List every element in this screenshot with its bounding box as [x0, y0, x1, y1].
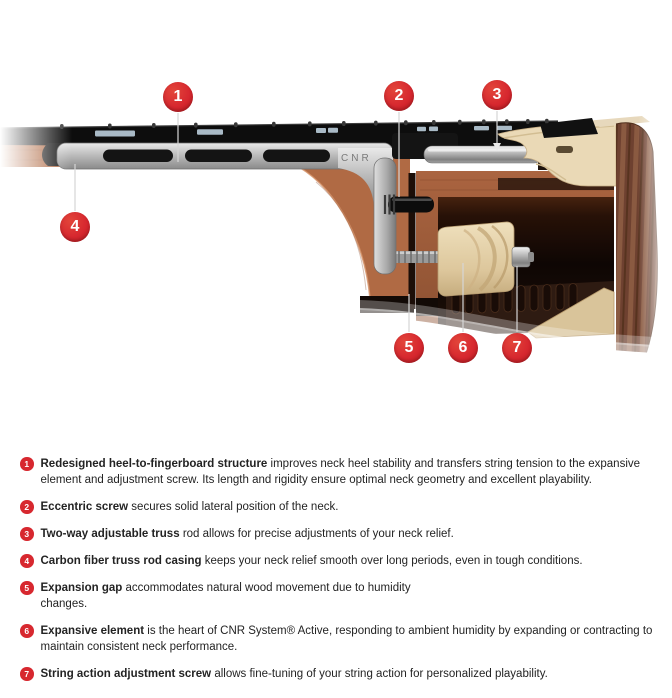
- legend-number-badge: 5: [20, 581, 34, 595]
- callout-badge-3: 3: [482, 80, 512, 110]
- legend-term: Expansive element: [40, 625, 145, 637]
- legend-description: secures solid lateral position of the neck.: [131, 501, 339, 513]
- legend-item-5: [20, 580, 656, 612]
- legend-term: String action adjustment screw: [40, 668, 212, 680]
- cnr-engraving: CNR: [341, 153, 372, 164]
- legend-text: [41, 553, 583, 569]
- expansive-element: [438, 222, 514, 296]
- legend-item-7: [20, 666, 656, 682]
- legend-description: is the heart of CNR System® Active, responding to ambient humidity by expanding or contracting to maintain consistent neck performance.: [40, 625, 653, 653]
- truss-rod: [424, 146, 542, 163]
- legend-item-3: [20, 526, 656, 542]
- callout-badge-4: 4: [60, 212, 90, 242]
- legend-text: [41, 580, 413, 612]
- legend-item-4: [20, 553, 656, 569]
- legend-item-2: [20, 499, 656, 515]
- callout-badge-2: 2: [384, 81, 414, 111]
- legend-description: rod allows for precise adjustments of your neck relief.: [182, 528, 454, 540]
- callout-badge-7: 7: [502, 333, 532, 363]
- legend-text: [41, 623, 657, 655]
- legend-description: keeps your neck relief smooth over long periods, even in tough conditions.: [204, 555, 583, 567]
- callout-badge-1: 1: [163, 82, 193, 112]
- legend-number-badge: 2: [20, 500, 34, 514]
- structure-slots: [103, 150, 330, 163]
- legend-term: Expansion gap: [40, 582, 123, 594]
- legend-term: Carbon fiber truss rod casing: [40, 555, 202, 567]
- legend-term: Two-way adjustable truss: [40, 528, 180, 540]
- eccentric-screw: [385, 195, 434, 215]
- legend-number-badge: 6: [20, 624, 34, 638]
- legend-item-1: [20, 456, 656, 488]
- legend-number-badge: 4: [20, 554, 34, 568]
- expansion-gap: [409, 173, 416, 309]
- legend-description: accommodates natural wood movement due to humidity changes.: [40, 582, 411, 610]
- legend-text: [41, 666, 548, 682]
- legend-term: Redesigned heel-to-fingerboard structure: [40, 458, 268, 470]
- callout-badge-5: 5: [394, 333, 424, 363]
- legend-term: Eccentric screw: [40, 501, 129, 513]
- legend-item-6: [20, 623, 656, 655]
- callout-badge-6: 6: [448, 333, 478, 363]
- legend: [0, 440, 672, 682]
- threaded-rod: [394, 251, 442, 263]
- legend-text: [41, 456, 657, 488]
- legend-text: [41, 526, 454, 542]
- legend-description: improves neck heel stability and transfers string tension to the expansive element and adjustment screw. Its length and rigidity ensure optimal neck geometry and excellent playability.: [40, 458, 641, 486]
- legend-number-badge: 7: [20, 667, 34, 681]
- legend-number-badge: 1: [20, 457, 34, 471]
- legend-number-badge: 3: [20, 527, 34, 541]
- legend-text: [41, 499, 339, 515]
- legend-description: allows fine-tuning of your string action for personalized playability.: [214, 668, 548, 680]
